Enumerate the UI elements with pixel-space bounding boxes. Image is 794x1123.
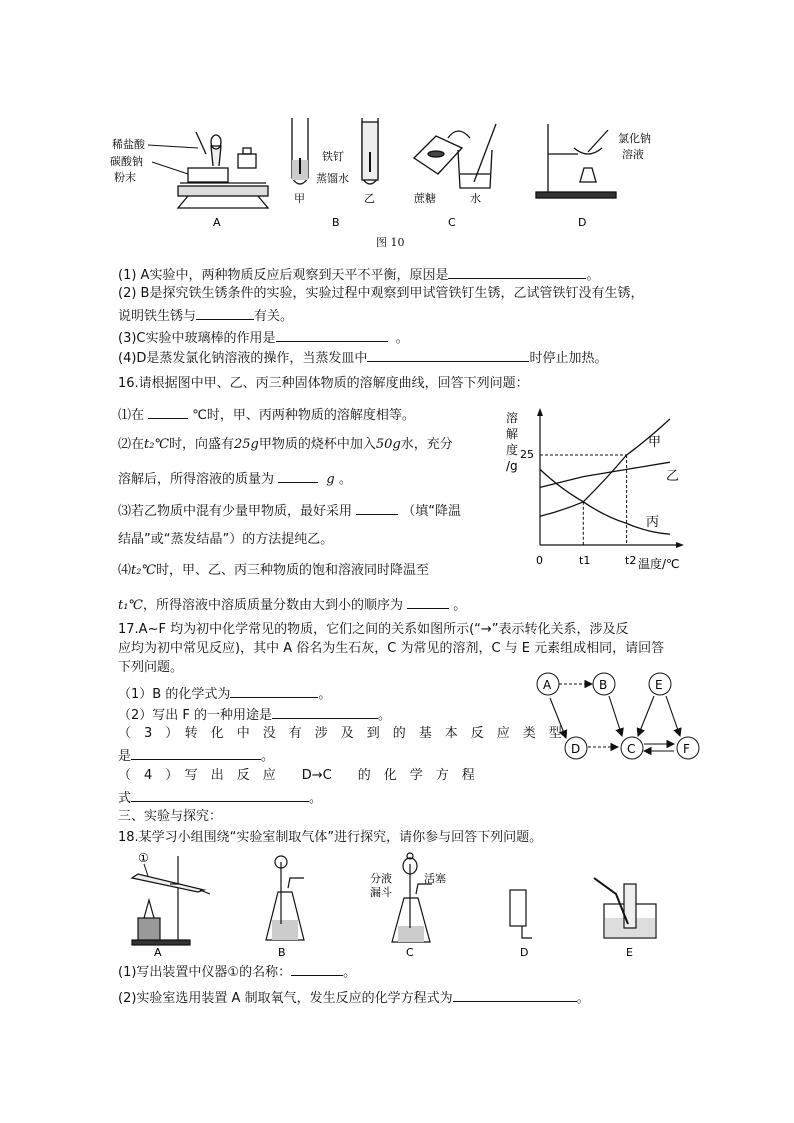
q17-part-3: （ 3 ） 转 化 中 没 有 涉 及 到 的 基 本 反 应 类 型 — [118, 726, 562, 741]
q18-stem: 18.某学习小组围绕“实验室制取气体”进行探究，请你参与回答下列问题。 — [118, 830, 543, 845]
apparatus-c-sugar: 蔗糖 — [414, 192, 436, 205]
q17-stem-1: 17.A~F 均为初中化学常见的物质，它们之间的关系如图所示(“→”表示转化关系，涉及反 — [118, 622, 629, 637]
q18-letter-e: E — [626, 946, 633, 959]
apparatus-c-letter: C — [448, 216, 456, 229]
edge-e-f — [666, 696, 680, 736]
q17-part-3b: 是 。 — [118, 746, 274, 765]
apparatus-b-nail: 铁钉 — [322, 150, 344, 163]
q16-part-4: ⑷t₂℃时，甲、乙、丙三种物质的饱和溶液同时降温至 — [118, 563, 430, 578]
series-line-2 — [540, 462, 670, 487]
edge-b-c — [609, 696, 622, 736]
series-line-1 — [540, 419, 670, 516]
q16-part-2b: 溶解后，所得溶液的质量为 g 。 — [118, 469, 352, 488]
q15-line-4: (3)C实验中玻璃棒的作用是 。 — [118, 328, 409, 347]
figure-10-caption: 图 10 — [376, 236, 405, 249]
q16-part-2: ⑵在t₂℃时，向盛有25g甲物质的烧杯中加入50g水，充分 — [118, 437, 453, 452]
q17-stem-2: 应均为初中常见反应)，其中 A 俗名为生石灰，C 为常见的溶剂，C 与 E 元素组成相同，请回答 — [118, 641, 665, 656]
y-axis-label-3: 度 — [506, 443, 519, 457]
q18-funnel-label-1: 分液 — [370, 872, 392, 885]
q18-funnel-label-2: 漏斗 — [370, 886, 392, 899]
node-c — [621, 737, 643, 759]
svg-text:A: A — [543, 678, 552, 692]
apparatus-b-water: 蒸馏水 — [316, 172, 349, 185]
apparatus-a-powder: 碳酸钠 — [110, 155, 143, 168]
x-tick-label-t2: t2 — [625, 554, 637, 567]
x-tick-label-t1: t1 — [579, 554, 591, 567]
answer-blank[interactable] — [356, 501, 398, 515]
answer-blank[interactable] — [278, 469, 318, 483]
q17-part-4: （ 4 ） 写 出 反 应 D→C 的 化 学 方 程 — [118, 768, 475, 783]
x-axis-label: 温度/℃ — [638, 557, 680, 571]
edge-a-d — [550, 698, 566, 738]
node-e — [649, 673, 671, 695]
q15-line-1: (1) A实验中，两种物质反应后观察到天平不平衡，原因是 。 — [118, 265, 599, 284]
apparatus-b-letter: B — [332, 216, 340, 229]
svg-text:F: F — [683, 742, 690, 756]
apparatus-a-powder2: 粉末 — [114, 171, 136, 184]
answer-blank[interactable] — [196, 306, 254, 320]
q17-part-4b: 式 。 — [118, 788, 322, 807]
answer-blank[interactable] — [148, 405, 188, 419]
q16-part-3b: 结晶”或“蒸发结晶”）的方法提纯乙。 — [118, 532, 334, 547]
q18-part-2: (2)实验室选用装置 A 制取氧气，发生反应的化学方程式为 。 — [118, 988, 590, 1007]
answer-blank[interactable] — [276, 328, 388, 342]
q18-letter-d: D — [520, 946, 529, 959]
q18-letter-c: C — [406, 946, 414, 959]
q18-part-1: (1)写出装置中仪器①的名称： 。 — [118, 962, 356, 981]
svg-text:D: D — [571, 742, 581, 756]
apparatus-d — [536, 124, 616, 198]
y-axis-label-4: /g — [506, 459, 518, 473]
x-tick-label-0: 0 — [536, 554, 543, 567]
apparatus-a — [178, 132, 268, 208]
q16-part-3: ⑶若乙物质中混有少量甲物质，最好采用 （填“降温 — [118, 501, 461, 520]
q18-apparatus-figure — [118, 848, 698, 960]
y-axis-label-2: 解 — [506, 427, 519, 441]
answer-blank[interactable] — [272, 705, 378, 719]
q16-stem: 16.请根据图中甲、乙、丙三种固体物质的溶解度曲线，回答下列问题： — [118, 376, 529, 391]
q18-letter-a: A — [154, 946, 162, 959]
y-axis-arrow — [537, 408, 543, 416]
q18-apparatus-d — [510, 890, 532, 938]
node-a — [537, 673, 559, 695]
q15-line-3: 说明铁生锈与 有关。 — [118, 306, 293, 325]
answer-blank[interactable] — [407, 595, 449, 609]
section-3-heading: 三、实验与探究： — [118, 809, 223, 824]
y-tick-label: 25 — [520, 448, 534, 461]
node-b — [593, 673, 615, 695]
svg-text:B: B — [599, 678, 608, 692]
apparatus-a-letter: A — [213, 216, 221, 229]
apparatus-b-yi: 乙 — [364, 192, 375, 205]
apparatus-c — [414, 124, 496, 188]
answer-blank[interactable] — [131, 788, 309, 802]
figure-10 — [110, 108, 678, 248]
apparatus-d-sol1: 氯化钠 — [618, 132, 651, 145]
apparatus-c-water: 水 — [470, 192, 481, 205]
apparatus-a-acid: 稀盐酸 — [112, 138, 145, 151]
svg-text:E: E — [655, 678, 663, 692]
node-f — [677, 737, 699, 759]
y-axis-label-1: 溶 — [506, 411, 519, 425]
q18-apparatus-b — [266, 856, 304, 940]
x-axis-arrow — [676, 542, 684, 548]
q18-apparatus-c — [392, 853, 432, 942]
q17-relation-diagram — [530, 668, 705, 770]
answer-blank[interactable] — [453, 988, 577, 1002]
answer-blank[interactable] — [131, 746, 261, 760]
q16-part-4b: t₁℃，所得溶液中溶质质量分数由大到小的顺序为 。 — [118, 595, 466, 614]
q18-apparatus-a — [132, 856, 210, 945]
q15-line-5: (4)D是蒸发氯化钠溶液的操作，当蒸发皿中 时停止加热。 — [118, 348, 607, 367]
series-label-1: 甲 — [648, 435, 662, 450]
apparatus-d-letter: D — [578, 216, 587, 229]
edge-e-c — [638, 696, 654, 736]
q17-part-1: （1）B 的化学式为 。 — [118, 684, 331, 703]
svg-text:C: C — [627, 742, 636, 756]
apparatus-b-jia: 甲 — [294, 192, 305, 205]
q17-stem-3: 下列问题。 — [118, 660, 184, 675]
apparatus-d-sol2: 溶液 — [622, 148, 644, 161]
answer-blank[interactable] — [291, 962, 343, 976]
series-label-3: 丙 — [646, 515, 660, 530]
answer-blank[interactable] — [230, 684, 318, 698]
answer-blank[interactable] — [448, 265, 586, 279]
node-d — [565, 737, 587, 759]
q18-apparatus-e — [594, 878, 656, 938]
q15-line-2: (2) B是探究铁生锈条件的实验，实验过程中观察到甲试管铁钉生锈，乙试管铁钉没有生锈， — [118, 286, 644, 301]
q16-part-1: ⑴在 ℃时，甲、丙两种物质的溶解度相等。 — [118, 405, 415, 424]
q18-valve-label: 活塞 — [424, 872, 446, 885]
q17-part-2: （2）写出 F 的一种用途是 。 — [118, 705, 391, 724]
answer-blank[interactable] — [367, 348, 529, 362]
series-label-2: 乙 — [666, 469, 680, 484]
q18-circle-1: ① — [138, 851, 149, 865]
solubility-chart — [500, 402, 690, 577]
q18-letter-b: B — [278, 946, 286, 959]
